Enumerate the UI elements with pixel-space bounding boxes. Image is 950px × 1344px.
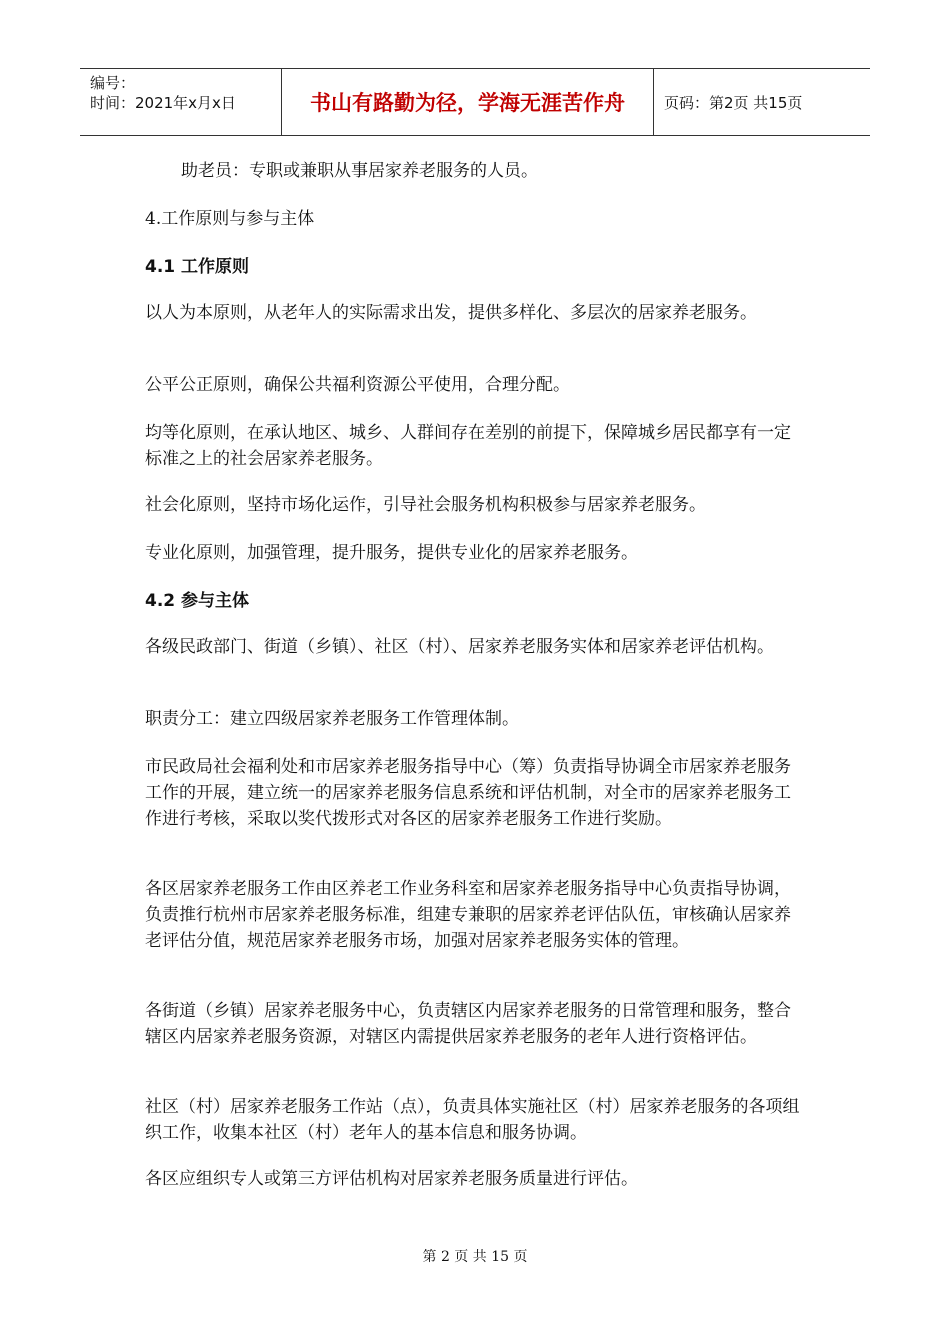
header-meta [80, 69, 282, 135]
document-time-label: 时间：2021年x月x日 [90, 94, 236, 112]
paragraph: 社会化原则，坚持市场化运作，引导社会服务机构积极参与居家养老服务。 [145, 495, 706, 515]
paragraph: 公平公正原则，确保公共福利资源公平使用，合理分配。 [145, 375, 570, 395]
paragraph: 各区应组织专人或第三方评估机构对居家养老服务质量进行评估。 [145, 1169, 638, 1189]
header-motto: 书山有路勤为径，学海无涯苦作舟 [282, 69, 654, 135]
paragraph: 社区（村）居家养老服务工作站（点），负责具体实施社区（村）居家养老服务的各项组织工作，收集本社区（村）老年人的基本信息和服务协调。 [145, 1097, 800, 1143]
paragraph: 职责分工：建立四级居家养老服务工作管理体制。 [145, 709, 519, 729]
paragraph: 专业化原则，加强管理，提升服务，提供专业化的居家养老服务。 [145, 543, 638, 563]
document-code-label: 编号： [90, 74, 136, 92]
section-heading: 4.工作原则与参与主体 [145, 209, 315, 229]
header-page-number: 页码：第2页 共15页 [664, 93, 803, 112]
page-header [80, 68, 870, 136]
paragraph: 以人为本原则，从老年人的实际需求出发，提供多样化、多层次的居家养老服务。 [145, 303, 757, 323]
page-footer: 第 2 页 共 15 页 [422, 1249, 528, 1265]
subsection-heading: 4.2 参与主体 [145, 591, 250, 611]
paragraph: 各街道（乡镇）居家养老服务中心，负责辖区内居家养老服务的日常管理和服务，整合辖区内居家养老服务资源，对辖区内需提供居家养老服务的老年人进行资格评估。 [145, 1001, 791, 1047]
paragraph: 均等化原则，在承认地区、城乡、人群间存在差别的前提下，保障城乡居民都享有一定标准之上的社会居家养老服务。 [145, 423, 791, 469]
paragraph: 各级民政部门、街道（乡镇）、社区（村）、居家养老服务实体和居家养老评估机构。 [145, 637, 774, 657]
paragraph: 助老员：专职或兼职从事居家养老服务的人员。 [181, 161, 538, 181]
subsection-heading: 4.1 工作原则 [145, 257, 250, 277]
paragraph: 各区居家养老服务工作由区养老工作业务科室和居家养老服务指导中心负责指导协调，负责推行杭州市居家养老服务标准，组建专兼职的居家养老评估队伍，审核确认居家养老评估分值，规范居家养老服务市场，加强对居家养老服务实体的管理。 [145, 879, 791, 951]
paragraph: 市民政局社会福利处和市居家养老服务指导中心（筹）负责指导协调全市居家养老服务工作的开展，建立统一的居家养老服务信息系统和评估机制，对全市的居家养老服务工作进行考核，采取以奖代拨形式对各区的居家养老服务工作进行奖励。 [145, 757, 791, 829]
